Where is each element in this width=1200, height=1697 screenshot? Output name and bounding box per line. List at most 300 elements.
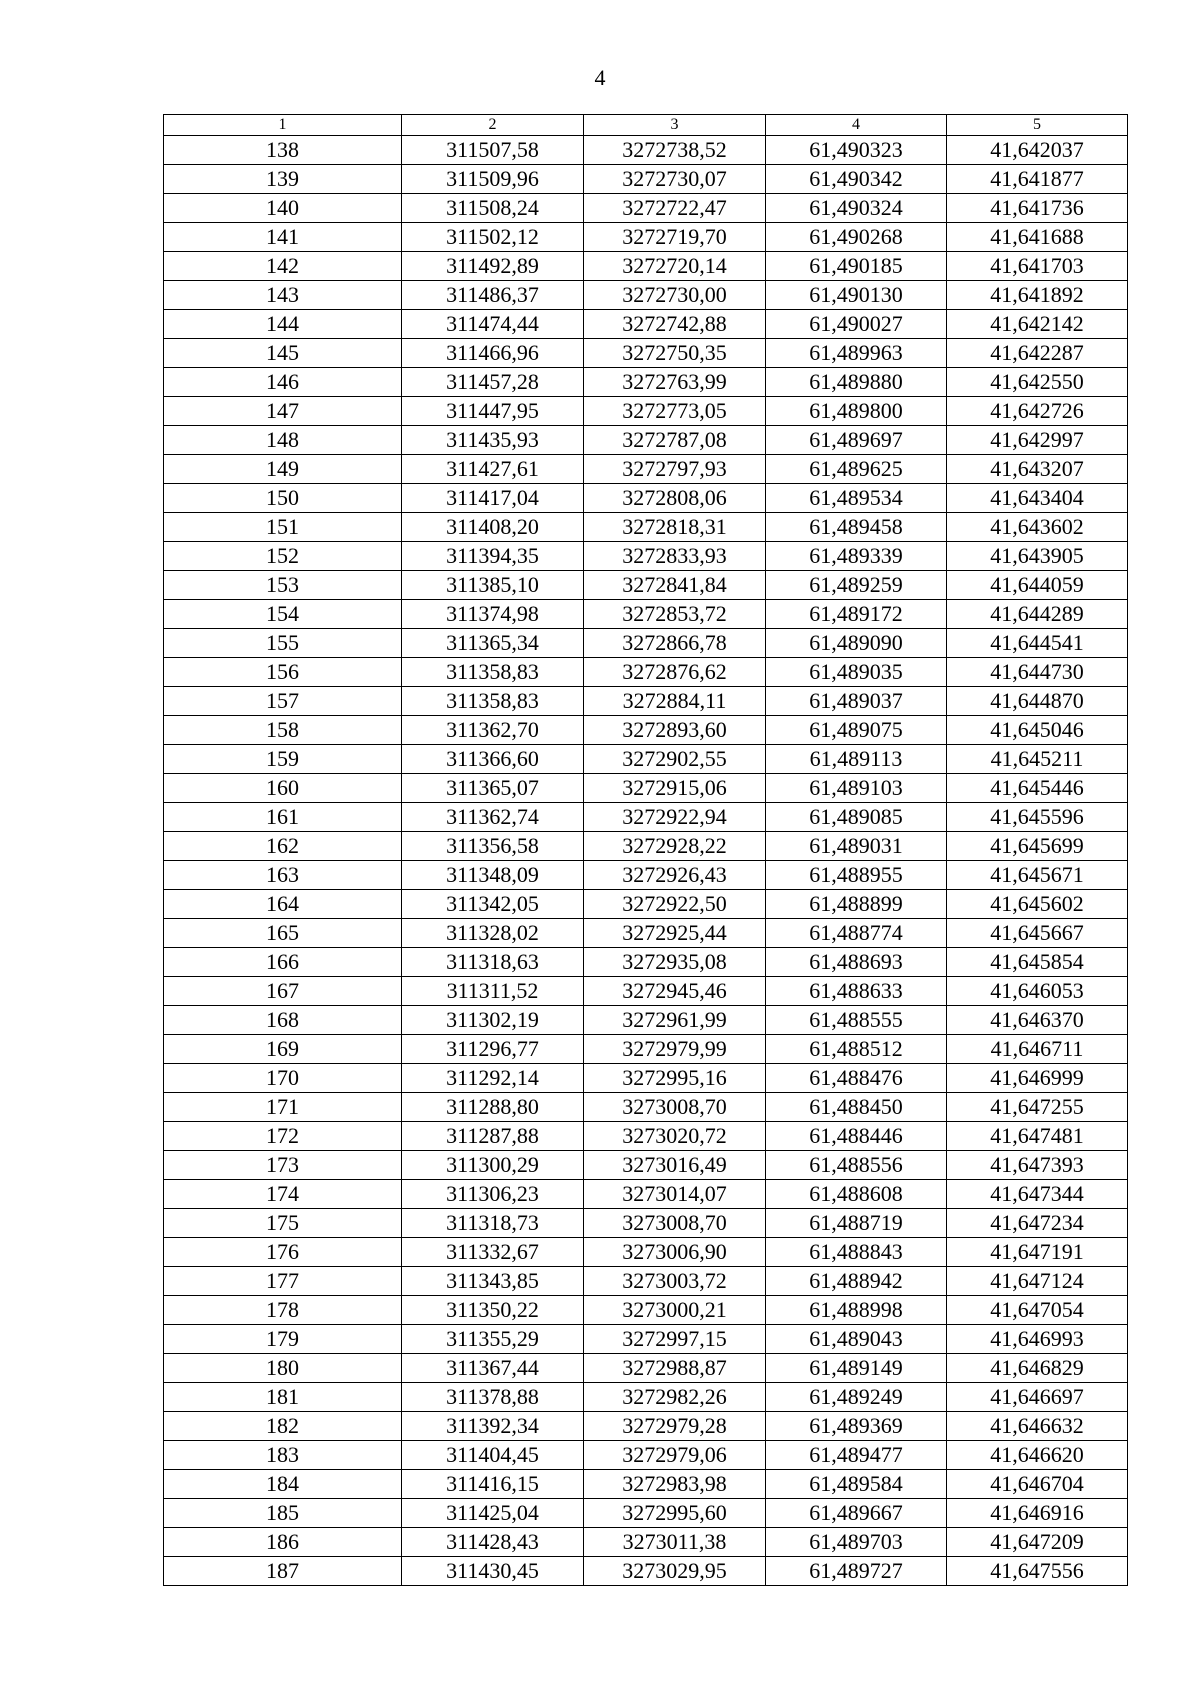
- table-row: [164, 1354, 1128, 1383]
- longitude-cell: 41,641736: [947, 194, 1128, 223]
- table-row: [164, 890, 1128, 919]
- y-coordinate-cell: 3273003,72: [584, 1267, 766, 1296]
- table-row: [164, 1296, 1128, 1325]
- table-row: [164, 165, 1128, 194]
- latitude-cell: 61,488608: [766, 1180, 947, 1209]
- longitude-cell: 41,646916: [947, 1499, 1128, 1528]
- column-header-1: 1: [164, 115, 402, 136]
- x-coordinate-cell: 311356,58: [402, 832, 584, 861]
- table-row: [164, 1470, 1128, 1499]
- latitude-cell: 61,489584: [766, 1470, 947, 1499]
- longitude-cell: 41,645854: [947, 948, 1128, 977]
- latitude-cell: 61,489880: [766, 368, 947, 397]
- table-row: [164, 1267, 1128, 1296]
- point-number-cell: 166: [164, 948, 402, 977]
- point-number-cell: 142: [164, 252, 402, 281]
- point-number-cell: 144: [164, 310, 402, 339]
- latitude-cell: 61,488955: [766, 861, 947, 890]
- y-coordinate-cell: 3272983,98: [584, 1470, 766, 1499]
- x-coordinate-cell: 311366,60: [402, 745, 584, 774]
- x-coordinate-cell: 311417,04: [402, 484, 584, 513]
- point-number-cell: 138: [164, 136, 402, 165]
- y-coordinate-cell: 3272893,60: [584, 716, 766, 745]
- column-header-5: 5: [947, 115, 1128, 136]
- longitude-cell: 41,641877: [947, 165, 1128, 194]
- x-coordinate-cell: 311362,70: [402, 716, 584, 745]
- y-coordinate-cell: 3273016,49: [584, 1151, 766, 1180]
- column-header-2: 2: [402, 115, 584, 136]
- y-coordinate-cell: 3272935,08: [584, 948, 766, 977]
- table-row: [164, 716, 1128, 745]
- x-coordinate-cell: 311292,14: [402, 1064, 584, 1093]
- table-row: [164, 861, 1128, 890]
- latitude-cell: 61,489697: [766, 426, 947, 455]
- longitude-cell: 41,644059: [947, 571, 1128, 600]
- point-number-cell: 141: [164, 223, 402, 252]
- longitude-cell: 41,647209: [947, 1528, 1128, 1557]
- latitude-cell: 61,488476: [766, 1064, 947, 1093]
- point-number-cell: 156: [164, 658, 402, 687]
- table-row: [164, 1151, 1128, 1180]
- x-coordinate-cell: 311358,83: [402, 687, 584, 716]
- longitude-cell: 41,644541: [947, 629, 1128, 658]
- x-coordinate-cell: 311328,02: [402, 919, 584, 948]
- point-number-cell: 173: [164, 1151, 402, 1180]
- point-number-cell: 146: [164, 368, 402, 397]
- x-coordinate-cell: 311318,73: [402, 1209, 584, 1238]
- y-coordinate-cell: 3272979,06: [584, 1441, 766, 1470]
- point-number-cell: 187: [164, 1557, 402, 1586]
- y-coordinate-cell: 3272853,72: [584, 600, 766, 629]
- latitude-cell: 61,489031: [766, 832, 947, 861]
- latitude-cell: 61,490324: [766, 194, 947, 223]
- latitude-cell: 61,489625: [766, 455, 947, 484]
- table-row: [164, 397, 1128, 426]
- point-number-cell: 178: [164, 1296, 402, 1325]
- page-number: 4: [594, 65, 606, 90]
- table-row: [164, 542, 1128, 571]
- latitude-cell: 61,490130: [766, 281, 947, 310]
- coordinates-table: [163, 114, 1128, 1586]
- table-row: [164, 658, 1128, 687]
- x-coordinate-cell: 311332,67: [402, 1238, 584, 1267]
- x-coordinate-cell: 311502,12: [402, 223, 584, 252]
- point-number-cell: 139: [164, 165, 402, 194]
- x-coordinate-cell: 311466,96: [402, 339, 584, 368]
- x-coordinate-cell: 311350,22: [402, 1296, 584, 1325]
- longitude-cell: 41,642997: [947, 426, 1128, 455]
- y-coordinate-cell: 3272979,99: [584, 1035, 766, 1064]
- x-coordinate-cell: 311342,05: [402, 890, 584, 919]
- x-coordinate-cell: 311404,45: [402, 1441, 584, 1470]
- point-number-cell: 159: [164, 745, 402, 774]
- longitude-cell: 41,641892: [947, 281, 1128, 310]
- x-coordinate-cell: 311306,23: [402, 1180, 584, 1209]
- latitude-cell: 61,489534: [766, 484, 947, 513]
- x-coordinate-cell: 311447,95: [402, 397, 584, 426]
- point-number-cell: 150: [164, 484, 402, 513]
- longitude-cell: 41,641703: [947, 252, 1128, 281]
- y-coordinate-cell: 3272902,55: [584, 745, 766, 774]
- table-row: [164, 1528, 1128, 1557]
- longitude-cell: 41,647481: [947, 1122, 1128, 1151]
- table-row: [164, 1499, 1128, 1528]
- latitude-cell: 61,489149: [766, 1354, 947, 1383]
- y-coordinate-cell: 3272928,22: [584, 832, 766, 861]
- table-row: [164, 1035, 1128, 1064]
- y-coordinate-cell: 3273029,95: [584, 1557, 766, 1586]
- latitude-cell: 61,489477: [766, 1441, 947, 1470]
- longitude-cell: 41,645211: [947, 745, 1128, 774]
- table-row: [164, 745, 1128, 774]
- point-number-cell: 147: [164, 397, 402, 426]
- point-number-cell: 143: [164, 281, 402, 310]
- table-row: [164, 310, 1128, 339]
- longitude-cell: 41,646697: [947, 1383, 1128, 1412]
- x-coordinate-cell: 311425,04: [402, 1499, 584, 1528]
- table-row: [164, 1383, 1128, 1412]
- longitude-cell: 41,646632: [947, 1412, 1128, 1441]
- x-coordinate-cell: 311348,09: [402, 861, 584, 890]
- longitude-cell: 41,642037: [947, 136, 1128, 165]
- x-coordinate-cell: 311427,61: [402, 455, 584, 484]
- longitude-cell: 41,647054: [947, 1296, 1128, 1325]
- point-number-cell: 162: [164, 832, 402, 861]
- x-coordinate-cell: 311300,29: [402, 1151, 584, 1180]
- table-row: [164, 1064, 1128, 1093]
- point-number-cell: 164: [164, 890, 402, 919]
- y-coordinate-cell: 3273006,90: [584, 1238, 766, 1267]
- latitude-cell: 61,489800: [766, 397, 947, 426]
- latitude-cell: 61,489085: [766, 803, 947, 832]
- longitude-cell: 41,646053: [947, 977, 1128, 1006]
- latitude-cell: 61,488843: [766, 1238, 947, 1267]
- latitude-cell: 61,488693: [766, 948, 947, 977]
- longitude-cell: 41,647393: [947, 1151, 1128, 1180]
- y-coordinate-cell: 3272884,11: [584, 687, 766, 716]
- table-row: [164, 368, 1128, 397]
- table-row: [164, 629, 1128, 658]
- x-coordinate-cell: 311311,52: [402, 977, 584, 1006]
- x-coordinate-cell: 311507,58: [402, 136, 584, 165]
- y-coordinate-cell: 3272722,47: [584, 194, 766, 223]
- x-coordinate-cell: 311362,74: [402, 803, 584, 832]
- x-coordinate-cell: 311365,07: [402, 774, 584, 803]
- table-row: [164, 339, 1128, 368]
- table-row: [164, 687, 1128, 716]
- table-row: [164, 600, 1128, 629]
- y-coordinate-cell: 3272730,00: [584, 281, 766, 310]
- latitude-cell: 61,489113: [766, 745, 947, 774]
- latitude-cell: 61,489369: [766, 1412, 947, 1441]
- point-number-cell: 185: [164, 1499, 402, 1528]
- longitude-cell: 41,645446: [947, 774, 1128, 803]
- point-number-cell: 170: [164, 1064, 402, 1093]
- longitude-cell: 41,645602: [947, 890, 1128, 919]
- longitude-cell: 41,642142: [947, 310, 1128, 339]
- x-coordinate-cell: 311408,20: [402, 513, 584, 542]
- point-number-cell: 168: [164, 1006, 402, 1035]
- table-row: [164, 1325, 1128, 1354]
- longitude-cell: 41,644289: [947, 600, 1128, 629]
- point-number-cell: 152: [164, 542, 402, 571]
- y-coordinate-cell: 3273020,72: [584, 1122, 766, 1151]
- longitude-cell: 41,646993: [947, 1325, 1128, 1354]
- point-number-cell: 145: [164, 339, 402, 368]
- y-coordinate-cell: 3272730,07: [584, 165, 766, 194]
- table-row: [164, 1209, 1128, 1238]
- latitude-cell: 61,489963: [766, 339, 947, 368]
- y-coordinate-cell: 3272876,62: [584, 658, 766, 687]
- latitude-cell: 61,488719: [766, 1209, 947, 1238]
- latitude-cell: 61,489703: [766, 1528, 947, 1557]
- x-coordinate-cell: 311302,19: [402, 1006, 584, 1035]
- x-coordinate-cell: 311457,28: [402, 368, 584, 397]
- point-number-cell: 151: [164, 513, 402, 542]
- x-coordinate-cell: 311378,88: [402, 1383, 584, 1412]
- table-row: [164, 1122, 1128, 1151]
- point-number-cell: 161: [164, 803, 402, 832]
- y-coordinate-cell: 3272915,06: [584, 774, 766, 803]
- table-row: [164, 426, 1128, 455]
- table-body: [164, 136, 1128, 1586]
- longitude-cell: 41,644870: [947, 687, 1128, 716]
- longitude-cell: 41,647124: [947, 1267, 1128, 1296]
- x-coordinate-cell: 311392,34: [402, 1412, 584, 1441]
- latitude-cell: 61,488899: [766, 890, 947, 919]
- y-coordinate-cell: 3272808,06: [584, 484, 766, 513]
- point-number-cell: 174: [164, 1180, 402, 1209]
- longitude-cell: 41,646620: [947, 1441, 1128, 1470]
- point-number-cell: 148: [164, 426, 402, 455]
- point-number-cell: 153: [164, 571, 402, 600]
- x-coordinate-cell: 311416,15: [402, 1470, 584, 1499]
- longitude-cell: 41,647255: [947, 1093, 1128, 1122]
- x-coordinate-cell: 311365,34: [402, 629, 584, 658]
- y-coordinate-cell: 3272763,99: [584, 368, 766, 397]
- y-coordinate-cell: 3272797,93: [584, 455, 766, 484]
- latitude-cell: 61,488998: [766, 1296, 947, 1325]
- y-coordinate-cell: 3272922,94: [584, 803, 766, 832]
- latitude-cell: 61,489090: [766, 629, 947, 658]
- longitude-cell: 41,643905: [947, 542, 1128, 571]
- latitude-cell: 61,489172: [766, 600, 947, 629]
- column-header-3: 3: [584, 115, 766, 136]
- latitude-cell: 61,489075: [766, 716, 947, 745]
- table-row: [164, 455, 1128, 484]
- longitude-cell: 41,643404: [947, 484, 1128, 513]
- y-coordinate-cell: 3273011,38: [584, 1528, 766, 1557]
- table-row: [164, 919, 1128, 948]
- longitude-cell: 41,643207: [947, 455, 1128, 484]
- point-number-cell: 176: [164, 1238, 402, 1267]
- point-number-cell: 179: [164, 1325, 402, 1354]
- latitude-cell: 61,488450: [766, 1093, 947, 1122]
- x-coordinate-cell: 311508,24: [402, 194, 584, 223]
- longitude-cell: 41,646704: [947, 1470, 1128, 1499]
- latitude-cell: 61,488942: [766, 1267, 947, 1296]
- y-coordinate-cell: 3273008,70: [584, 1093, 766, 1122]
- point-number-cell: 160: [164, 774, 402, 803]
- x-coordinate-cell: 311509,96: [402, 165, 584, 194]
- point-number-cell: 158: [164, 716, 402, 745]
- y-coordinate-cell: 3272925,44: [584, 919, 766, 948]
- x-coordinate-cell: 311318,63: [402, 948, 584, 977]
- longitude-cell: 41,645671: [947, 861, 1128, 890]
- x-coordinate-cell: 311343,85: [402, 1267, 584, 1296]
- latitude-cell: 61,489035: [766, 658, 947, 687]
- latitude-cell: 61,489727: [766, 1557, 947, 1586]
- longitude-cell: 41,645596: [947, 803, 1128, 832]
- table-row: [164, 484, 1128, 513]
- y-coordinate-cell: 3272926,43: [584, 861, 766, 890]
- table-row: [164, 1238, 1128, 1267]
- latitude-cell: 61,490268: [766, 223, 947, 252]
- x-coordinate-cell: 311385,10: [402, 571, 584, 600]
- table-row: [164, 1557, 1128, 1586]
- longitude-cell: 41,647344: [947, 1180, 1128, 1209]
- point-number-cell: 149: [164, 455, 402, 484]
- y-coordinate-cell: 3272818,31: [584, 513, 766, 542]
- point-number-cell: 165: [164, 919, 402, 948]
- table-row: [164, 223, 1128, 252]
- latitude-cell: 61,489043: [766, 1325, 947, 1354]
- longitude-cell: 41,645699: [947, 832, 1128, 861]
- longitude-cell: 41,647191: [947, 1238, 1128, 1267]
- table-row: [164, 948, 1128, 977]
- x-coordinate-cell: 311430,45: [402, 1557, 584, 1586]
- latitude-cell: 61,488512: [766, 1035, 947, 1064]
- table-row: [164, 832, 1128, 861]
- longitude-cell: 41,647556: [947, 1557, 1128, 1586]
- latitude-cell: 61,488633: [766, 977, 947, 1006]
- longitude-cell: 41,647234: [947, 1209, 1128, 1238]
- y-coordinate-cell: 3272988,87: [584, 1354, 766, 1383]
- point-number-cell: 171: [164, 1093, 402, 1122]
- point-number-cell: 157: [164, 687, 402, 716]
- latitude-cell: 61,489037: [766, 687, 947, 716]
- table-row: [164, 1412, 1128, 1441]
- table-row: [164, 1441, 1128, 1470]
- x-coordinate-cell: 311435,93: [402, 426, 584, 455]
- longitude-cell: 41,645667: [947, 919, 1128, 948]
- table-row: [164, 194, 1128, 223]
- table-row: [164, 571, 1128, 600]
- point-number-cell: 154: [164, 600, 402, 629]
- x-coordinate-cell: 311394,35: [402, 542, 584, 571]
- point-number-cell: 167: [164, 977, 402, 1006]
- y-coordinate-cell: 3272922,50: [584, 890, 766, 919]
- latitude-cell: 61,489103: [766, 774, 947, 803]
- point-number-cell: 180: [164, 1354, 402, 1383]
- table-row: [164, 977, 1128, 1006]
- table-row: [164, 803, 1128, 832]
- y-coordinate-cell: 3273014,07: [584, 1180, 766, 1209]
- y-coordinate-cell: 3272979,28: [584, 1412, 766, 1441]
- latitude-cell: 61,489259: [766, 571, 947, 600]
- x-coordinate-cell: 311296,77: [402, 1035, 584, 1064]
- point-number-cell: 155: [164, 629, 402, 658]
- longitude-cell: 41,646999: [947, 1064, 1128, 1093]
- table-row: [164, 1093, 1128, 1122]
- x-coordinate-cell: 311358,83: [402, 658, 584, 687]
- point-number-cell: 177: [164, 1267, 402, 1296]
- y-coordinate-cell: 3272742,88: [584, 310, 766, 339]
- longitude-cell: 41,642550: [947, 368, 1128, 397]
- point-number-cell: 163: [164, 861, 402, 890]
- table-row: [164, 774, 1128, 803]
- table-row: [164, 513, 1128, 542]
- latitude-cell: 61,490185: [766, 252, 947, 281]
- y-coordinate-cell: 3272961,99: [584, 1006, 766, 1035]
- y-coordinate-cell: 3272997,15: [584, 1325, 766, 1354]
- x-coordinate-cell: 311374,98: [402, 600, 584, 629]
- x-coordinate-cell: 311367,44: [402, 1354, 584, 1383]
- point-number-cell: 186: [164, 1528, 402, 1557]
- latitude-cell: 61,490323: [766, 136, 947, 165]
- latitude-cell: 61,490027: [766, 310, 947, 339]
- longitude-cell: 41,645046: [947, 716, 1128, 745]
- point-number-cell: 182: [164, 1412, 402, 1441]
- y-coordinate-cell: 3272866,78: [584, 629, 766, 658]
- x-coordinate-cell: 311428,43: [402, 1528, 584, 1557]
- y-coordinate-cell: 3272841,84: [584, 571, 766, 600]
- latitude-cell: 61,489249: [766, 1383, 947, 1412]
- table-row: [164, 136, 1128, 165]
- y-coordinate-cell: 3272995,60: [584, 1499, 766, 1528]
- x-coordinate-cell: 311355,29: [402, 1325, 584, 1354]
- point-number-cell: 184: [164, 1470, 402, 1499]
- point-number-cell: 140: [164, 194, 402, 223]
- x-coordinate-cell: 311287,88: [402, 1122, 584, 1151]
- longitude-cell: 41,646370: [947, 1006, 1128, 1035]
- y-coordinate-cell: 3272982,26: [584, 1383, 766, 1412]
- table-row: [164, 252, 1128, 281]
- longitude-cell: 41,643602: [947, 513, 1128, 542]
- latitude-cell: 61,488556: [766, 1151, 947, 1180]
- latitude-cell: 61,488774: [766, 919, 947, 948]
- x-coordinate-cell: 311486,37: [402, 281, 584, 310]
- x-coordinate-cell: 311474,44: [402, 310, 584, 339]
- x-coordinate-cell: 311288,80: [402, 1093, 584, 1122]
- longitude-cell: 41,646711: [947, 1035, 1128, 1064]
- y-coordinate-cell: 3272833,93: [584, 542, 766, 571]
- y-coordinate-cell: 3272738,52: [584, 136, 766, 165]
- point-number-cell: 172: [164, 1122, 402, 1151]
- x-coordinate-cell: 311492,89: [402, 252, 584, 281]
- table-header-row: [164, 115, 1128, 136]
- latitude-cell: 61,488446: [766, 1122, 947, 1151]
- latitude-cell: 61,488555: [766, 1006, 947, 1035]
- point-number-cell: 183: [164, 1441, 402, 1470]
- y-coordinate-cell: 3272750,35: [584, 339, 766, 368]
- column-header-4: 4: [766, 115, 947, 136]
- longitude-cell: 41,641688: [947, 223, 1128, 252]
- longitude-cell: 41,644730: [947, 658, 1128, 687]
- table-row: [164, 1180, 1128, 1209]
- y-coordinate-cell: 3272787,08: [584, 426, 766, 455]
- y-coordinate-cell: 3272945,46: [584, 977, 766, 1006]
- latitude-cell: 61,489667: [766, 1499, 947, 1528]
- point-number-cell: 181: [164, 1383, 402, 1412]
- table-row: [164, 281, 1128, 310]
- longitude-cell: 41,642726: [947, 397, 1128, 426]
- point-number-cell: 169: [164, 1035, 402, 1064]
- latitude-cell: 61,490342: [766, 165, 947, 194]
- y-coordinate-cell: 3272773,05: [584, 397, 766, 426]
- latitude-cell: 61,489339: [766, 542, 947, 571]
- y-coordinate-cell: 3273000,21: [584, 1296, 766, 1325]
